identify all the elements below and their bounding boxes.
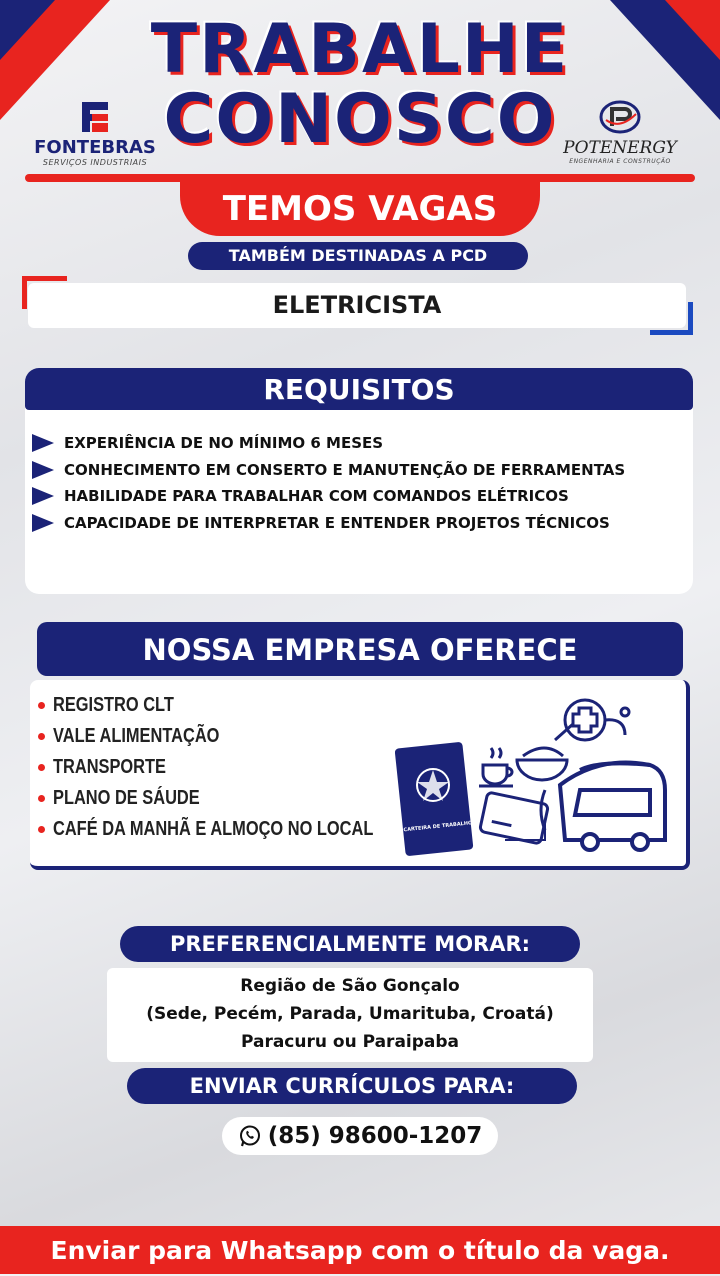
bullet-icon xyxy=(38,733,45,740)
location-line: Paracuru ou Paraipaba xyxy=(240,1032,460,1052)
potenergy-subtitle: ENGENHARIA E CONSTRUÇÃO xyxy=(569,158,671,165)
title-line-2: CONOSCO xyxy=(163,80,557,159)
arrow-icon xyxy=(32,434,54,452)
contact-heading: ENVIAR CURRÍCULOS PARA: xyxy=(127,1068,577,1104)
list-item: REGISTRO CLT xyxy=(38,690,444,721)
fontebras-name: FONTEBRAS xyxy=(34,137,156,158)
list-item: TRANSPORTE xyxy=(38,752,444,783)
phone-pill[interactable] xyxy=(222,1117,498,1155)
health-icon xyxy=(565,700,629,740)
location-heading: PREFERENCIALMENTE MORAR: xyxy=(120,926,580,962)
list-item: VALE ALIMENTAÇÃO xyxy=(38,721,444,752)
bullet-icon xyxy=(38,702,45,709)
benefits-illustration xyxy=(395,690,675,865)
whatsapp-icon xyxy=(238,1124,262,1148)
credit-card-icon xyxy=(480,792,549,844)
pcd-badge: TAMBÉM DESTINADAS A PCD xyxy=(188,242,528,270)
fontebras-subtitle: SERVIÇOS INDUSTRIAIS xyxy=(42,158,148,167)
arrow-icon xyxy=(32,487,54,505)
arrow-icon xyxy=(32,461,54,479)
bullet-icon xyxy=(38,826,45,833)
fontebras-logo-icon xyxy=(78,100,112,134)
arrow-icon xyxy=(32,514,54,532)
coffee-icon xyxy=(479,748,513,786)
temos-vagas-banner: TEMOS VAGAS xyxy=(180,178,540,236)
offers-list xyxy=(38,690,444,845)
list-item: HABILIDADE PARA TRABALHAR COM COMANDOS ELÉTRICOS xyxy=(32,483,682,510)
fontebras-logo xyxy=(30,100,160,167)
requirements-heading: REQUISITOS xyxy=(25,368,693,410)
list-item: CAFÉ DA MANHÃ E ALMOÇO NO LOCAL xyxy=(38,814,444,845)
potenergy-name: POTENERGY xyxy=(563,138,677,158)
offers-heading: NOSSA EMPRESA OFERECE xyxy=(37,622,683,676)
job-title: ELETRICISTA xyxy=(28,283,686,328)
list-item: CAPACIDADE DE INTERPRETAR E ENTENDER PROJETOS TÉCNICOS xyxy=(32,510,682,537)
location-line: (Sede, Pecém, Parada, Umarituba, Croatá) xyxy=(146,1004,554,1024)
bullet-icon xyxy=(38,764,45,771)
meal-icon xyxy=(517,724,573,780)
phone-number[interactable]: (85) 98600-1207 xyxy=(267,1123,483,1149)
bracket-bottom-right xyxy=(650,302,693,335)
work-card-label: CARTEIRA DE TRABALHO xyxy=(403,820,473,834)
title-line-1: TRABALHE xyxy=(150,10,570,89)
potenergy-logo-icon xyxy=(598,100,642,134)
location-box xyxy=(107,968,593,1062)
list-item: PLANO DE SÁUDE xyxy=(38,783,444,814)
bullet-icon xyxy=(38,795,45,802)
list-item: EXPERIÊNCIA DE NO MÍNIMO 6 MESES xyxy=(32,430,682,457)
location-line: Região de São Gonçalo xyxy=(240,976,460,996)
requirements-list xyxy=(32,430,682,536)
footer-banner: Enviar para Whatsapp com o título da vaga. xyxy=(0,1226,720,1274)
potenergy-logo xyxy=(555,100,685,165)
work-card-icon xyxy=(395,742,473,857)
list-item: CONHECIMENTO EM CONSERTO E MANUTENÇÃO DE FERRAMENTAS xyxy=(32,457,682,484)
